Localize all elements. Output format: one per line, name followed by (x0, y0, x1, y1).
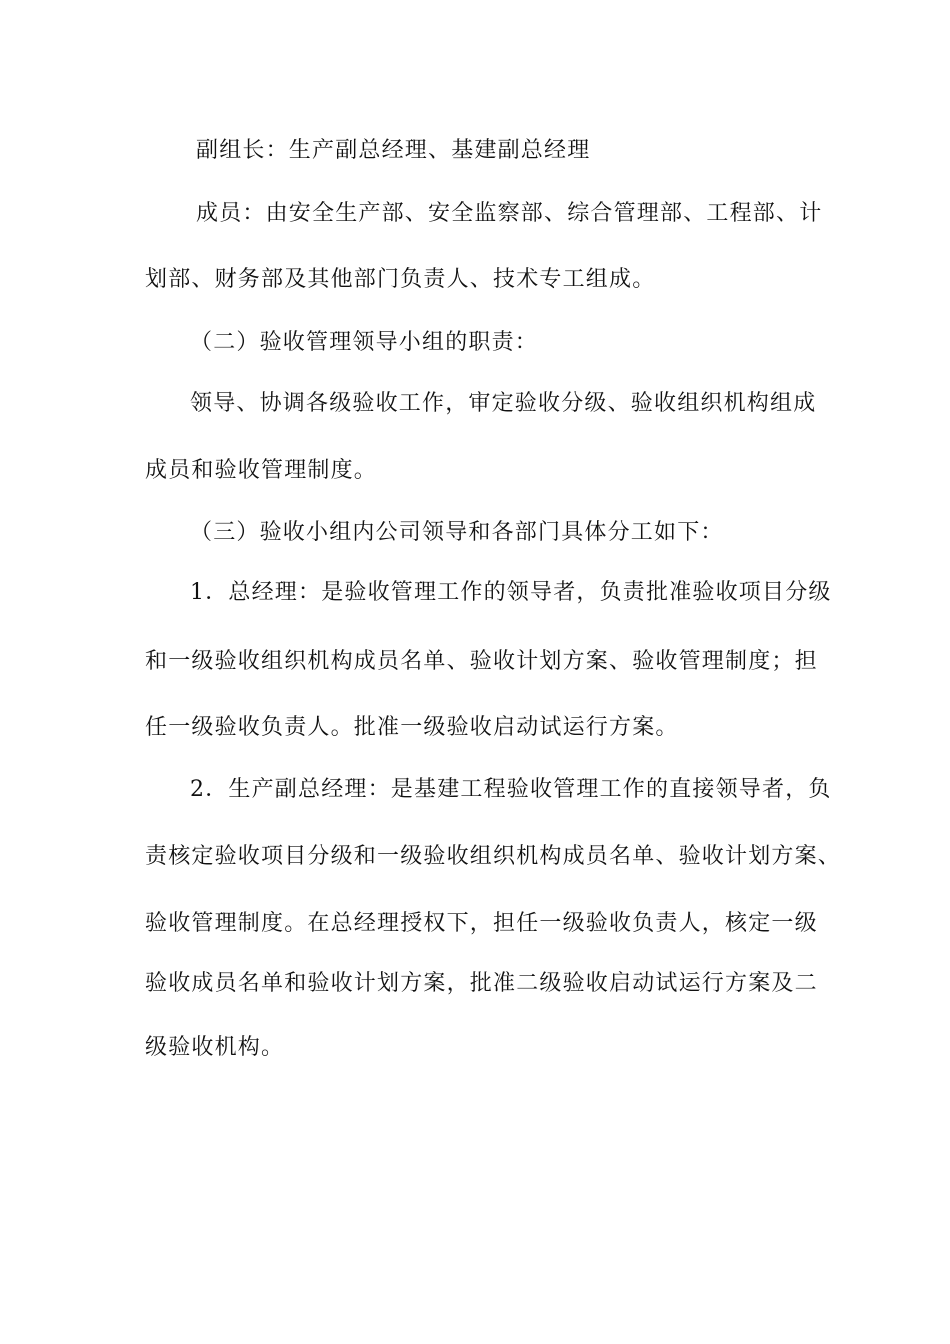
line-duties-cont: 成员和验收管理制度。 (145, 458, 378, 483)
item-2-cont-c: 验收成员名单和验收计划方案，批准二级验收启动试运行方案及二 (145, 971, 818, 996)
item-2-deputy-manager: 2．生产副总经理：是基建工程验收管理工作的直接领导者，负 (190, 777, 832, 802)
item-1-cont-b: 任一级验收负责人。批准一级验收启动试运行方案。 (145, 715, 679, 740)
section-heading-duties: （二）验收管理领导小组的职责： (190, 330, 539, 355)
item-2-cont-a: 责核定验收项目分级和一级验收组织机构成员名单、验收计划方案、 (145, 844, 842, 869)
line-duties: 领导、协调各级验收工作，审定验收分级、验收组织机构组成 (190, 391, 817, 416)
item-1-general-manager: 1．总经理：是验收管理工作的领导者，负责批准验收项目分级 (190, 580, 832, 605)
line-deputy-leader: 副组长：生产副总经理、基建副总经理 (196, 138, 591, 163)
item-2-cont-d: 级验收机构。 (145, 1035, 285, 1060)
item-2-cont-b: 验收管理制度。在总经理授权下，担任一级验收负责人，核定一级 (145, 911, 818, 936)
item-1-cont-a: 和一级验收组织机构成员名单、验收计划方案、验收管理制度；担 (145, 649, 818, 674)
line-members: 成员：由安全生产部、安全监察部、综合管理部、工程部、计 (196, 201, 823, 226)
section-heading-division: （三）验收小组内公司领导和各部门具体分工如下： (190, 520, 724, 545)
line-members-cont: 划部、财务部及其他部门负责人、技术专工组成。 (145, 267, 656, 292)
